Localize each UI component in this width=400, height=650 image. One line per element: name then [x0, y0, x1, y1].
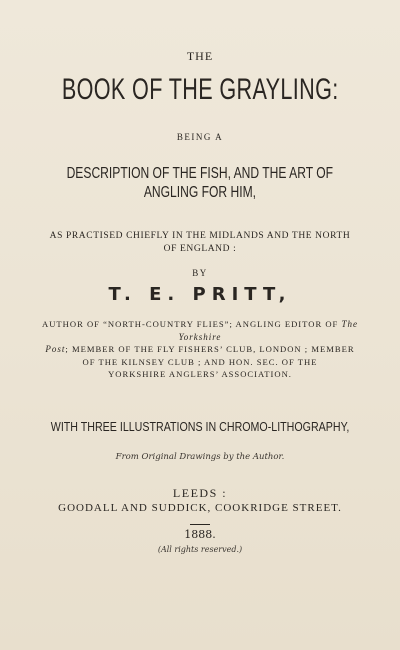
imprint-publisher: GOODALL AND SUDDICK, COOKRIDGE STREET. — [58, 502, 342, 514]
qual-line-1a: AUTHOR OF “NORTH-COUNTRY FLIES”; ANGLING EDITOR OF — [42, 319, 339, 329]
qual-line-1b: The Yorkshire — [178, 319, 358, 342]
practised-line-1: AS PRACTISED CHIEFLY IN THE MIDLANDS AND THE NORTH — [49, 231, 351, 241]
qual-line-3: OF THE KILNSEY CLUB ; AND HON. SEC. OF THE — [82, 356, 318, 367]
illustrations-note — [0, 419, 400, 435]
practised-line-2: OF ENGLAND : — [163, 244, 237, 254]
practised-text — [0, 230, 400, 256]
subtitle-description — [0, 164, 400, 202]
drawings-credit: From Original Drawings by the Author. — [115, 452, 285, 462]
author-qualifications — [30, 318, 370, 381]
by-line: BY — [192, 268, 208, 278]
qual-line-2a: Post — [45, 344, 66, 354]
qual-line-2b: ; MEMBER OF THE FLY FISHERS’ CLUB, LONDON ; MEMBER — [65, 344, 355, 354]
divider-rule — [190, 524, 210, 525]
author-name: T. E. PRITT, — [108, 284, 292, 305]
imprint-place: LEEDS : — [172, 486, 228, 500]
book-title-text: BOOK OF THE GRAYLING: — [61, 73, 339, 106]
title-article: THE — [186, 49, 214, 63]
imprint-year: 1888. — [184, 528, 216, 541]
book-title — [0, 72, 400, 107]
qual-line-4: YORKSHIRE ANGLERS’ ASSOCIATION. — [108, 369, 292, 379]
illustrations-text: WITH THREE ILLUSTRATIONS IN CHROMO-LITHOGRAPHY, — [50, 419, 350, 434]
subtitle-line-2: ANGLING FOR HIM, — [143, 184, 257, 201]
subtitle-line-1: DESCRIPTION OF THE FISH, AND THE ART OF — [66, 165, 334, 182]
rights-notice: (All rights reserved.) — [157, 545, 243, 554]
being-a-line: BEING A — [176, 132, 224, 142]
